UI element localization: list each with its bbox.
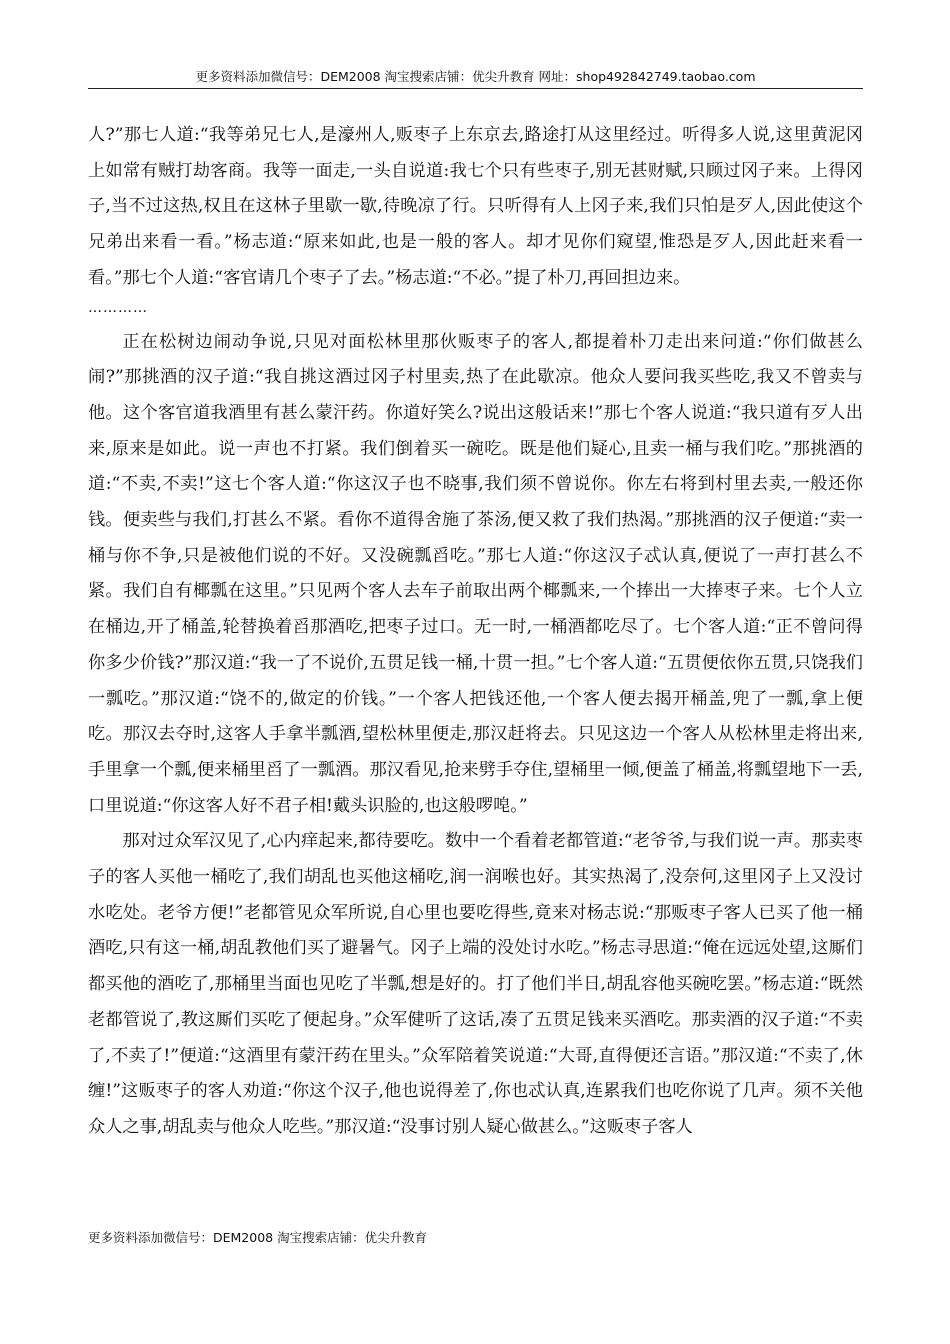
paragraph-2: 正在松树边闹动争说,只见对面松林里那伙贩枣子的客人,都提着朴刀走出来问道:“你们做甚么闹?”那挑酒的汉子道:“我自挑这酒过冈子村里卖,热了在此歇凉。他众人要问我买些吃,我又不曾卖与他。这个客官道我酒里有甚么蒙汗药。你道好笑么?说出这般话来!”那七个客人说道:“我只道有歹人出来,原来是如此。说一声也不打紧。我们倒着买一碗吃。既是他们疑心,且卖一桶与我们吃。”那挑酒的道:“不卖,不卖!”这七个客人道:“你这汉子也不晓事,我们须不曾说你。你左右将到村里去卖,一般还你钱。便卖些与我们,打甚么不紧。看你不道得舍施了茶汤,便又救了我们热渴。”那挑酒的汉子便道:“卖一桶与你不争,只是被他们说的不好。又没碗瓢舀吃。”那七人道:“你这汉子忒认真,便说了一声打甚么不紧。我们自有椰瓢在这里。”只见两个客人去车子前取出两个椰瓢来,一个捧出一大捧枣子来。七个人立在桶边,开了桶盖,轮替换着舀那酒吃,把枣子过口。无一时,一桶酒都吃尽了。七个客人道:“正不曾问得你多少价钱?”那汉道:“我一了不说价,五贯足钱一桶,十贯一担。”七个客人道:“五贯便依你五贯,只饶我们一瓢吃。”那汉道:“饶不的,做定的价钱。”一个客人把钱还他,一个客人便去揭开桶盖,兜了一瓢,拿上便吃。那汉去夺时,这客人手拿半瓢酒,望松林里便走,那汉赶将去。只见这边一个客人从松林里走将出来,手里拿一个瓢,便来桶里舀了一瓢酒。那汉看见,抢来劈手夺住,望桶里一倾,便盖了桶盖,将瓢望地下一丢,口里说道:“你这客人好不君子相!戴头识脸的,也这般啰唣。” — [88, 331, 863, 816]
paragraph-3: 那对过众军汉见了,心内痒起来,都待要吃。数中一个看着老都管道:“老爷爷,与我们说一声。那卖枣子的客人买他一桶吃了,我们胡乱也买他这桶吃,润一润喉也好。其实热渴了,没奈何,这里冈子上又没讨水吃处。老爷方便!”老都管见众军所说,自心里也要吃得些,竟来对杨志说:“那贩枣子客人已买了他一桶酒吃,只有这一桶,胡乱教他们买了避暑气。冈子上端的没处讨水吃。”杨志寻思道:“俺在远远处望,这厮们都买他的酒吃了,那桶里当面也见吃了半瓢,想是好的。打了他们半日,胡乱容他买碗吃罢。”杨志道:“既然老都管说了,教这厮们买吃了便起身。”众军健听了这话,凑了五贯足钱来买酒吃。那卖酒的汉子道:“不卖了,不卖了!”便道:“这酒里有蒙汗药在里头。”众军陪着笑说道:“大哥,直得便还言语。”那汉道:“不卖了,休缠!”这贩枣子的客人劝道:“你这个汉子,他也说得差了,你也忒认真,连累我们也吃你说了几声。须不关他众人之事,胡乱卖与他众人吃些。”那汉道:“没事讨别人疑心做甚么。”这贩枣子客人 — [88, 831, 863, 1137]
page-footer: 更多资料添加微信号：DEM2008 淘宝搜索店铺：优尖升教育 — [88, 1230, 428, 1245]
ellipsis-separator: ………… — [88, 299, 148, 316]
document-body — [88, 118, 863, 1146]
page-header: 更多资料添加微信号：DEM2008 淘宝搜索店铺：优尖升教育 网址：shop492842749.taobao.com — [88, 66, 863, 89]
paragraph-1: 人?”那七人道:“我等弟兄七人,是濠州人,贩枣子上东京去,路途打从这里经过。听得多人说,这里黄泥冈上如常有贼打劫客商。我等一面走,一头自说道:我七个只有些枣子,别无甚财赋,只顾过冈子来。上得冈子,当不过这热,权且在这林子里歇一歇,待晚凉了行。只听得有人上冈子来,我们只怕是歹人,因此使这个兄弟出来看一看。”杨志道:“原来如此,也是一般的客人。却才见你们窥望,惟恐是歹人,因此赶来看一看。”那七个人道:“客官请几个枣子了去。”杨志道:“不必。”提了朴刀,再回担边来。 — [88, 125, 863, 288]
